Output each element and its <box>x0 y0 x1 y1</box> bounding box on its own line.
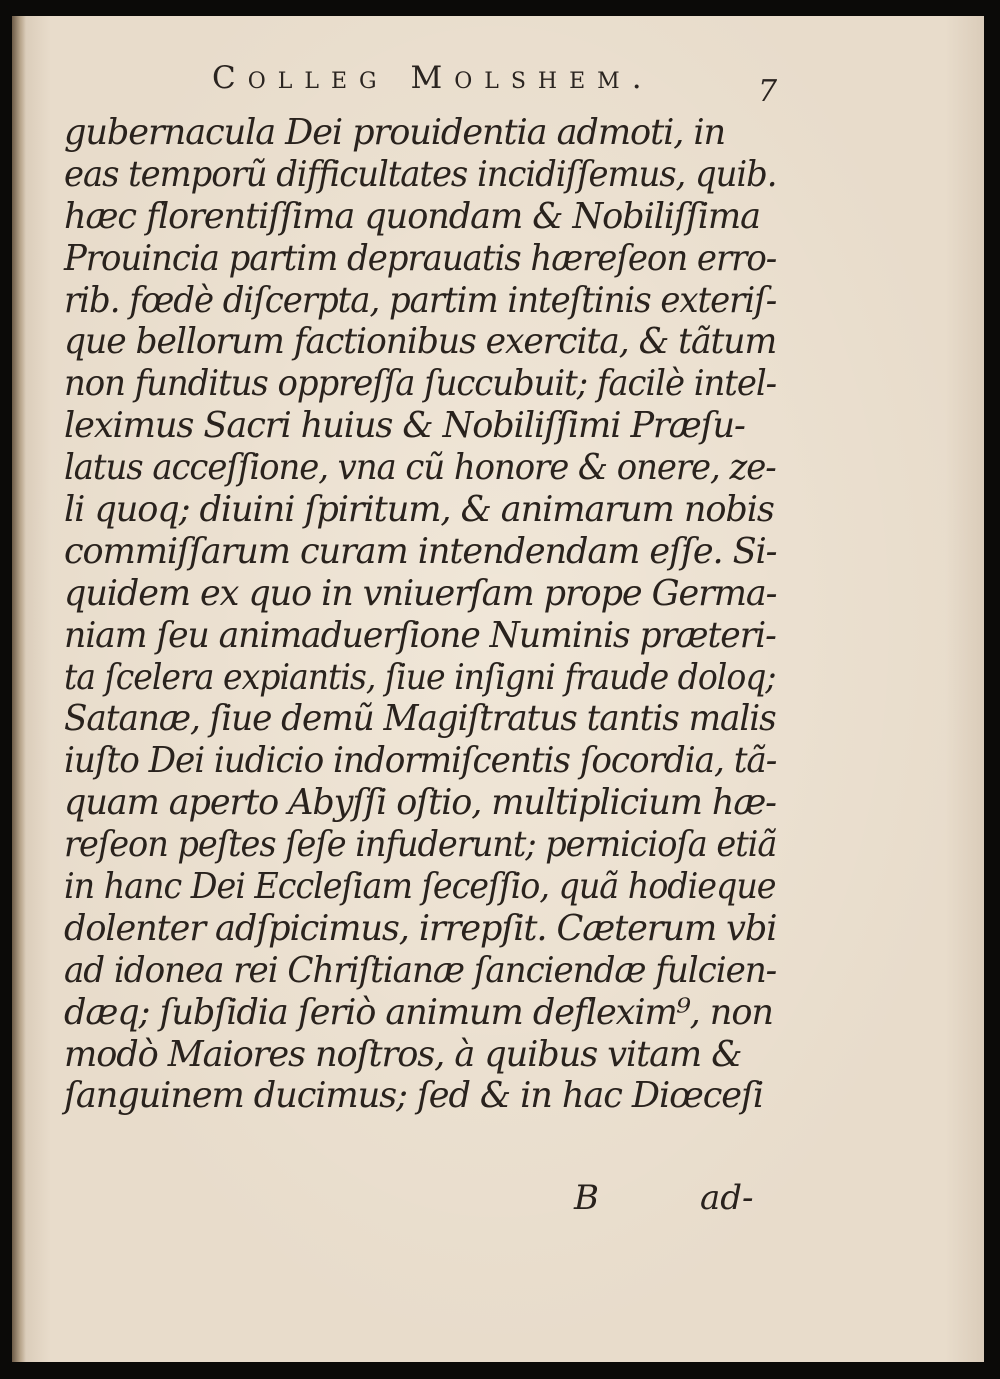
text-line: non funditus oppreſſa ſuccubuit; facilè intel- <box>64 363 777 405</box>
signature-mark: B <box>574 1178 599 1218</box>
running-title: Colleg Molshem. <box>212 60 654 96</box>
text-line: modò Maiores noſtros, à quibus vitam & <box>64 1033 742 1075</box>
text-line: commiſſarum curam intendendam eſſe. Si- <box>64 530 777 572</box>
text-line: niam ſeu animaduerſione Numinis præteri- <box>64 614 776 656</box>
text-line: rib. fœdè diſcerpta, partim inteſtinis exteriſ- <box>64 279 777 321</box>
text-line: dæq; ſubſidia ſeriò animum deflexim⁹, non <box>64 991 773 1033</box>
text-line: dolenter adſpicimus, irrepſit. Cæterum vbi <box>64 907 777 949</box>
catchword: ad- <box>700 1178 754 1218</box>
text-line: ta ſcelera expiantis, ſiue inſigni fraude doloq; <box>64 656 776 698</box>
page-number: 7 <box>758 74 778 109</box>
book-page <box>12 16 984 1362</box>
page-gutter-shadow <box>12 16 26 1362</box>
text-line: ad idonea rei Chriſtianæ ſanciendæ fulcien- <box>64 949 777 991</box>
text-line: leximus Sacri huius & Nobiliſſimi Præſu- <box>64 405 745 447</box>
text-line: quam aperto Abyſſi oſtio, multiplicium hæ- <box>64 782 776 824</box>
text-line: ſanguinem ducimus; ſed & in hac Diœceſi <box>64 1075 764 1117</box>
text-line: eas temporũ difficultates incidiſſemus, quib. <box>64 153 777 195</box>
page-header <box>212 60 782 109</box>
text-line: reſeon peſtes ſeſe infuderunt; pernicioſa etiã <box>64 824 777 866</box>
text-line: que bellorum factionibus exercita, & tãtum <box>64 321 777 363</box>
text-line: quidem ex quo in vniuerſam prope Germa- <box>64 572 777 614</box>
text-line: in hanc Dei Eccleſiam ſeceſſio, quã hodieque <box>64 866 776 908</box>
text-line: Satanæ, ſiue demũ Magiſtratus tantis malis <box>64 698 776 740</box>
page-footer <box>64 1178 784 1222</box>
text-line: latus acceſſione, vna cũ honore & onere, ze- <box>64 447 776 489</box>
text-line: iuſto Dei iudicio indormiſcentis ſocordia, tã- <box>64 740 777 782</box>
text-line: Prouincia partim deprauatis hæreſeon erro- <box>64 237 777 279</box>
text-line: gubernacula Dei prouidentia admoti, in <box>64 112 726 153</box>
text-line: li quoq; diuini ſpiritum, & animarum nobis <box>64 489 774 531</box>
body-text <box>64 112 784 1117</box>
text-line: hæc florentiſſima quondam & Nobiliſſima <box>64 195 760 237</box>
